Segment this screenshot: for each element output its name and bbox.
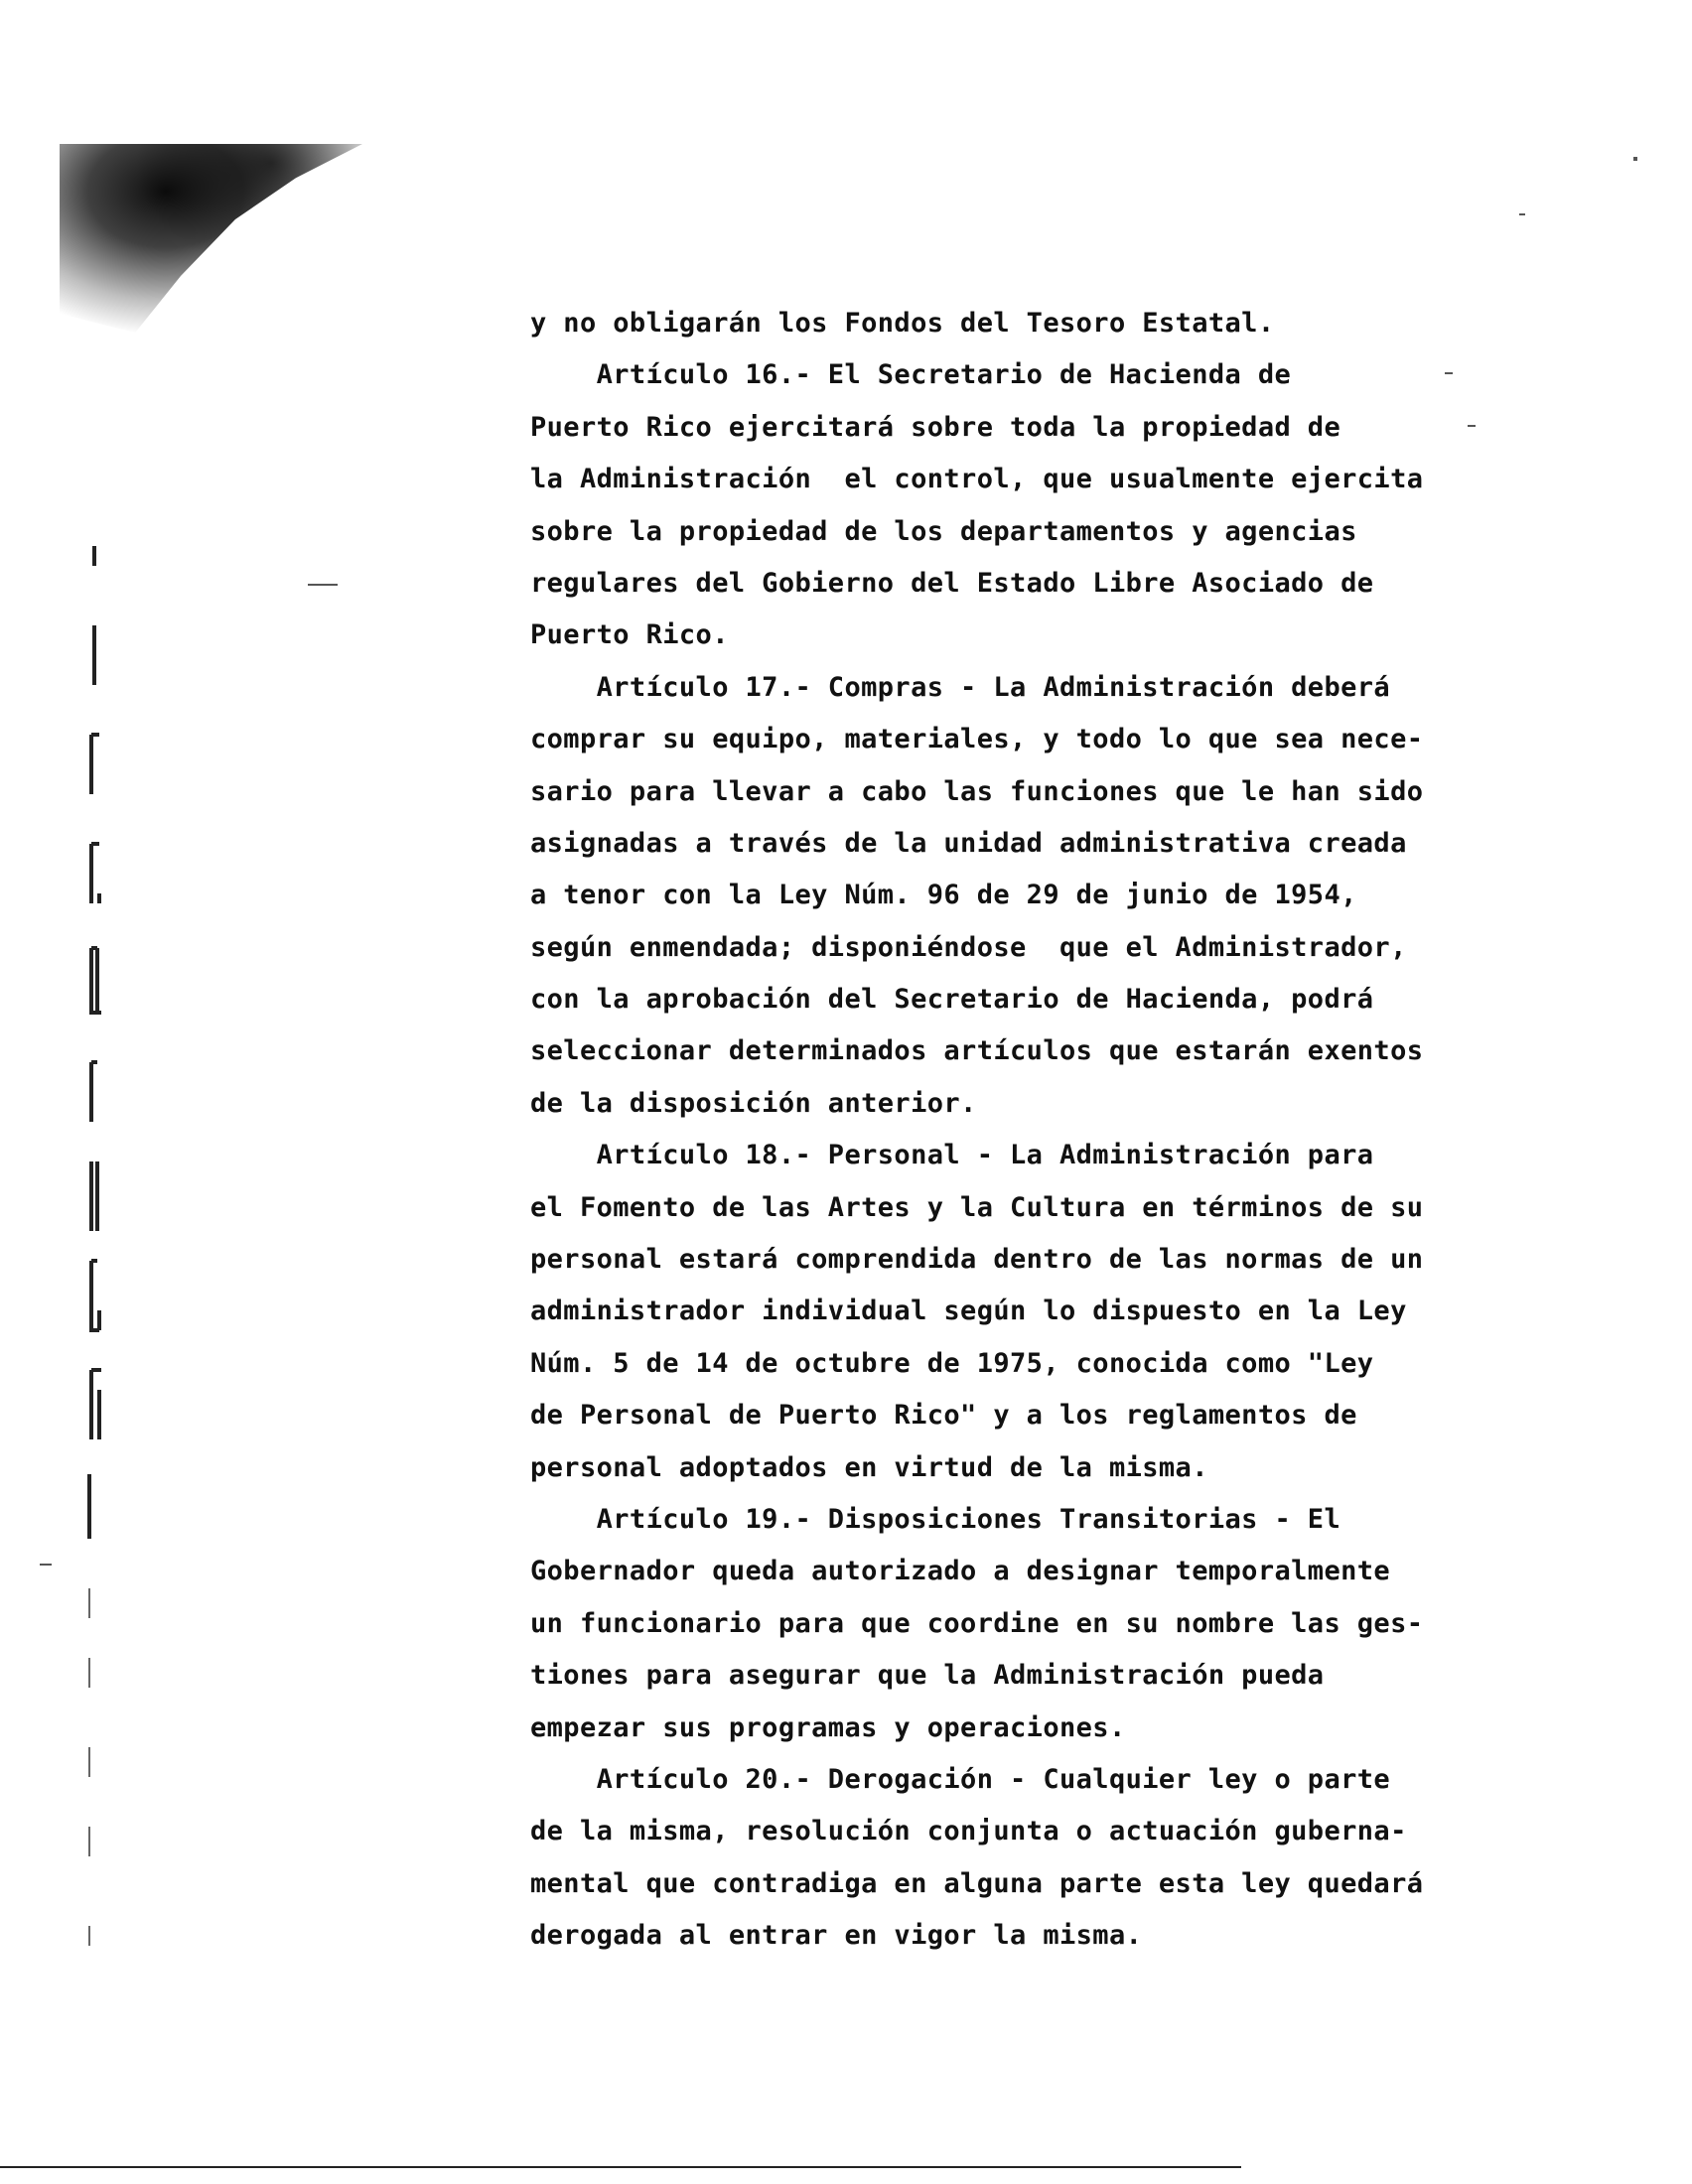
text-line: a tenor con la Ley Núm. 96 de 29 de junio de 1954, <box>530 880 1357 911</box>
text-line: con la aprobación del Secretario de Hacienda, podrá <box>530 984 1374 1016</box>
text-line: Artículo 17.- Compras - La Administración deberá <box>530 671 1391 703</box>
text-line: Artículo 18.- Personal - La Administración para <box>530 1140 1374 1171</box>
text-line: administrador individual según lo dispuesto en la Ley <box>530 1296 1407 1327</box>
scan-speck <box>308 584 338 586</box>
scan-speck <box>1633 157 1637 161</box>
text-line: la Administración el control, que usualmente ejercita <box>530 464 1424 495</box>
text-line: mental que contradiga en alguna parte esta ley quedará <box>530 1867 1424 1899</box>
text-line: un funcionario para que coordine en su nombre las ges- <box>530 1607 1424 1639</box>
text-line: según enmendada; disponiéndose que el Administrador, <box>530 931 1407 963</box>
text-line: y no obligarán los Fondos del Tesoro Estatal. <box>530 308 1275 339</box>
text-line: sobre la propiedad de los departamentos y agencias <box>530 515 1357 547</box>
scan-speck <box>1445 372 1453 374</box>
text-line: de Personal de Puerto Rico" y a los reglamentos de <box>530 1400 1357 1432</box>
text-line: el Fomento de las Artes y la Cultura en términos de su <box>530 1191 1424 1223</box>
page-bottom-rule <box>0 2166 1241 2168</box>
text-line: comprar su equipo, materiales, y todo lo que sea nece- <box>530 724 1424 755</box>
text-line: de la misma, resolución conjunta o actuación guberna- <box>530 1816 1407 1847</box>
text-line: personal adoptados en virtud de la misma. <box>530 1451 1208 1483</box>
text-line: de la disposición anterior. <box>530 1087 977 1119</box>
scan-speck <box>1468 425 1476 427</box>
document-body <box>530 298 1424 1963</box>
scan-speck <box>40 1564 52 1566</box>
text-line: asignadas a través de la unidad administrativa creada <box>530 827 1407 859</box>
text-line: personal estará comprendida dentro de las normas de un <box>530 1244 1424 1276</box>
text-line: tiones para asegurar que la Administración pueda <box>530 1660 1325 1692</box>
text-line: derogada al entrar en vigor la misma. <box>530 1920 1143 1952</box>
text-line: Puerto Rico ejercitará sobre toda la propiedad de <box>530 411 1341 443</box>
text-line: sario para llevar a cabo las funciones que le han sido <box>530 775 1424 807</box>
scan-speck <box>1519 213 1525 215</box>
text-line: empezar sus programas y operaciones. <box>530 1711 1126 1743</box>
text-line: seleccionar determinados artículos que estarán exentos <box>530 1035 1424 1067</box>
scan-artifact-smudge <box>60 144 362 333</box>
text-line: Puerto Rico. <box>530 619 729 651</box>
text-line: Núm. 5 de 14 de octubre de 1975, conocida como "Ley <box>530 1347 1374 1379</box>
text-line: Artículo 20.- Derogación - Cualquier ley o parte <box>530 1763 1391 1795</box>
text-line: regulares del Gobierno del Estado Libre Asociado de <box>530 567 1374 599</box>
text-line: Artículo 16.- El Secretario de Hacienda de <box>530 359 1292 391</box>
binder-hole-marks <box>79 546 139 2055</box>
text-line: Gobernador queda autorizado a designar temporalmente <box>530 1556 1391 1587</box>
text-line: Artículo 19.- Disposiciones Transitorias - El <box>530 1503 1341 1535</box>
